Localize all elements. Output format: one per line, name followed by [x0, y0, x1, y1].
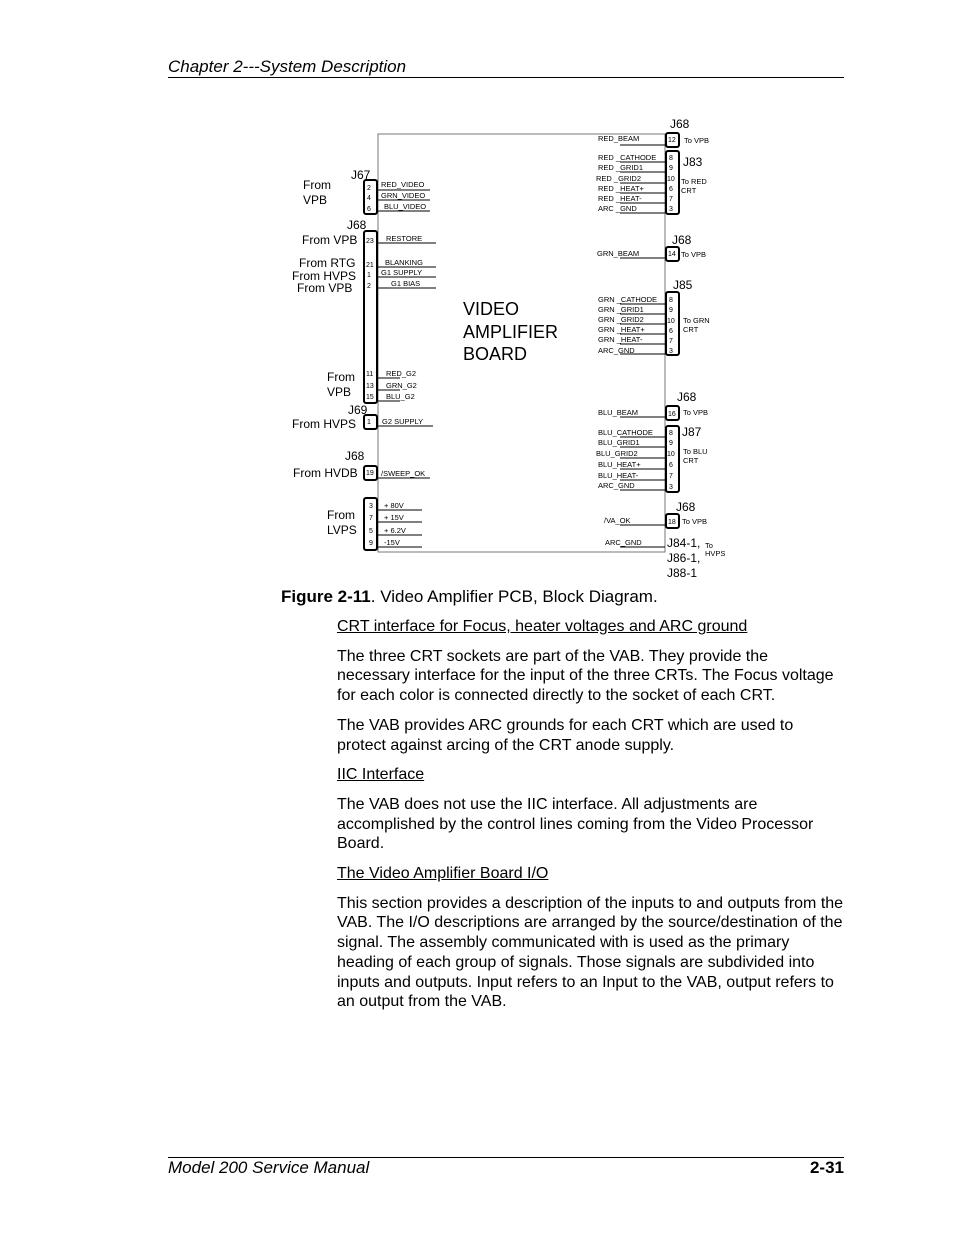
pin: 19	[366, 470, 374, 477]
signal-name: RED_BEAM	[598, 134, 640, 143]
j68-label: J68	[672, 233, 692, 247]
from-hvdb-label: From HVDB	[293, 466, 358, 480]
figure-title: . Video Amplifier PCB, Block Diagram.	[370, 587, 658, 606]
pin: 9	[669, 307, 673, 314]
dest: To VPB	[682, 517, 708, 526]
board-title-line2: AMPLIFIER	[463, 322, 559, 342]
pin: 5	[369, 528, 373, 535]
signal-name: -15V	[384, 538, 400, 547]
from-label: From	[327, 508, 355, 522]
signal-name: RED_G2	[386, 369, 417, 378]
j68-label: J68	[677, 390, 697, 404]
signal-name: GRN _HEAT-	[598, 335, 643, 344]
right-destinations	[681, 136, 725, 558]
signal-name: BLU_BEAM	[598, 408, 639, 417]
pin: 1	[367, 272, 371, 279]
signal-name: GRN_G2	[386, 381, 417, 390]
lvps-label: LVPS	[327, 523, 357, 537]
pin: 7	[669, 196, 673, 203]
signal-name: RED _HEAT+	[598, 184, 644, 193]
left-labels	[292, 168, 374, 537]
j67-label: J67	[351, 168, 371, 182]
pin: 4	[367, 195, 371, 202]
signal-name: GRN _HEAT+	[598, 325, 645, 334]
pin: 2	[367, 283, 371, 290]
signal-name: G2 SUPPLY	[382, 417, 424, 426]
j86-1-label: J86-1,	[667, 551, 701, 565]
pin: 10	[667, 318, 675, 325]
j87-label: J87	[682, 425, 702, 439]
pin: 6	[367, 206, 371, 213]
right-pin-numbers	[667, 137, 676, 526]
signal-name: + 15V	[384, 513, 404, 522]
from-vpb-label: From VPB	[302, 233, 358, 247]
signal-name: + 80V	[384, 501, 404, 510]
signal-name: BLU_HEAT+	[598, 460, 641, 469]
signal-name: /SWEEP_OK	[381, 469, 426, 478]
pin: 10	[667, 176, 675, 183]
from-hvps-label: From HVPS	[292, 269, 357, 283]
signal-name: G1 BIAS	[391, 279, 421, 288]
from-hvps-label: From HVPS	[292, 417, 357, 431]
j68-label: J68	[670, 117, 690, 131]
pin: 6	[669, 462, 673, 469]
signal-name: GRN _GRID1	[598, 305, 644, 314]
signal-name: ARC _GND	[598, 204, 637, 213]
board-title-line1: VIDEO	[463, 299, 520, 319]
dest: CRT	[683, 456, 699, 465]
signal-name: GRN _CATHODE	[598, 295, 658, 304]
dest: To VPB	[683, 408, 709, 417]
pin: 7	[669, 473, 673, 480]
pin: 16	[668, 411, 676, 418]
pin: 7	[369, 515, 373, 522]
board-title-line3: BOARD	[463, 344, 528, 364]
dest: To VPB	[684, 136, 710, 145]
signal-name: RED _GRID2	[596, 174, 642, 183]
signal-name: BLU_GRID1	[598, 438, 640, 447]
pin: 8	[669, 155, 673, 162]
signal-name: ARC_GND	[598, 481, 635, 490]
pin: 10	[667, 451, 675, 458]
signal-name: GRN _GRID2	[598, 315, 644, 324]
dest: CRT	[683, 325, 699, 334]
signal-name: BLU_VIDEO	[384, 202, 427, 211]
j88-1-label: J88-1	[667, 566, 698, 580]
left-pin-numbers	[366, 185, 374, 547]
paragraph: The VAB does not use the IIC interface. All adjustments are accomplished by the control lines coming from the Video Processor Board.	[337, 795, 814, 853]
pin: 13	[366, 383, 374, 390]
vpb-label: VPB	[303, 193, 328, 207]
section-heading-io: The Video Amplifier Board I/O	[337, 865, 549, 883]
pin: 21	[366, 262, 374, 269]
left-connector-blocks	[364, 180, 377, 550]
j68-label: J68	[676, 500, 696, 514]
from-label: From	[303, 178, 331, 192]
figure-caption	[281, 587, 658, 607]
j84-1-label: J84-1,	[667, 536, 701, 550]
j69-label: J69	[348, 403, 368, 417]
pin: 7	[669, 338, 673, 345]
header-rule	[168, 77, 844, 78]
signal-name: BLU_HEAT-	[598, 471, 639, 480]
pin: 2	[367, 185, 371, 192]
dest: To GRN	[683, 316, 710, 325]
pin: 8	[669, 297, 673, 304]
paragraph: The VAB provides ARC grounds for each CRT which are used to protect against arcing of the CRT anode supply.	[337, 716, 794, 754]
chapter-header: Chapter 2---System Description	[168, 57, 407, 76]
pin: 11	[366, 371, 374, 378]
signal-name: BLANKING	[385, 258, 423, 267]
pin: 8	[669, 430, 673, 437]
signal-name: GRN_VIDEO	[381, 191, 426, 200]
pin: 3	[669, 348, 673, 355]
pin: 6	[669, 328, 673, 335]
video-amplifier-block-diagram	[280, 110, 750, 585]
section-heading-iic: IIC Interface	[337, 766, 425, 784]
figure-label: Figure 2-11	[281, 587, 371, 606]
pin: 12	[668, 137, 676, 144]
signal-name: BLU_GRID2	[596, 449, 638, 458]
pin: 23	[366, 238, 374, 245]
signal-name: RED_VIDEO	[381, 180, 425, 189]
paragraph: This section provides a description of the inputs to and outputs from the VAB. The I/O descriptions are arranged by the source/destination of the signal. The assembly communicated with is used as the primary heading of each group of signals. Those signals are subdivided into inputs and outputs. Input refers to an Input to the VAB, output refers to an output from the VAB.	[337, 894, 844, 1011]
vpb-label: VPB	[327, 385, 352, 399]
dest: CRT	[681, 186, 697, 195]
signal-name: BLU_G2	[386, 392, 415, 401]
page-number: 2-31	[809, 1158, 844, 1177]
signal-name: ARC_GND	[605, 538, 642, 547]
pin: 9	[669, 165, 673, 172]
pin: 14	[668, 251, 676, 258]
from-rtg-label: From RTG	[299, 256, 356, 270]
dest: To BLU	[683, 447, 708, 456]
signal-name: G1 SUPPLY	[381, 268, 423, 277]
j85-label: J85	[673, 278, 693, 292]
body-text	[337, 617, 844, 1022]
from-vpb-label: From VPB	[297, 281, 353, 295]
dest: To	[705, 541, 713, 550]
dest: To RED	[681, 177, 707, 186]
pin: 1	[367, 419, 371, 426]
signal-name: ARC_GND	[598, 346, 635, 355]
signal-name: RED _GRID1	[598, 163, 644, 172]
j68-label: J68	[345, 449, 365, 463]
manual-title: Model 200 Service Manual	[168, 1158, 370, 1177]
j68-label: J68	[347, 218, 367, 232]
signal-name: + 6.2V	[384, 526, 406, 535]
signal-name: RED _HEAT-	[598, 194, 642, 203]
pin: 18	[668, 519, 676, 526]
pin: 3	[669, 206, 673, 213]
left-signal-names	[381, 180, 426, 547]
pin: 9	[669, 440, 673, 447]
signal-name: /VA_OK	[604, 516, 631, 525]
pin: 9	[369, 540, 373, 547]
paragraph: The three CRT sockets are part of the VAB. They provide the necessary interface for the input of the three CRTs. The Focus voltage for each color is connected directly to the socket of each CRT.	[337, 647, 834, 705]
section-heading-crt: CRT interface for Focus, heater voltages and ARC ground	[337, 618, 748, 635]
signal-name: RED _CATHODE	[598, 153, 657, 162]
signal-name: BLU_CATHODE	[598, 428, 653, 437]
pin: 3	[669, 484, 673, 491]
pin: 6	[669, 186, 673, 193]
j83-label: J83	[683, 155, 703, 169]
dest: HVPS	[705, 549, 726, 558]
from-label: From	[327, 370, 355, 384]
dest: To VPB	[681, 250, 707, 259]
pin: 15	[366, 394, 374, 401]
right-signal-names	[596, 134, 657, 547]
pin: 3	[369, 503, 373, 510]
signal-name: GRN_BEAM	[597, 249, 640, 258]
signal-name: RESTORE	[386, 234, 423, 243]
